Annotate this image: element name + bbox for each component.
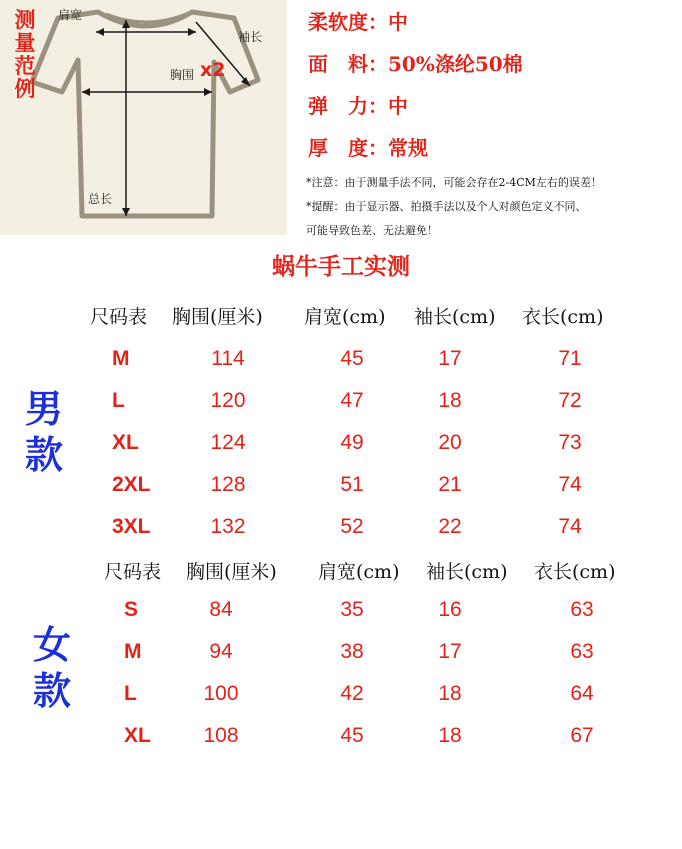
spec-thickness: 厚 度：常规: [308, 136, 428, 160]
men-header-sleeve: 袖长(cm): [414, 306, 496, 328]
measure-example-label: 测量范例: [14, 7, 36, 101]
value-cell: 18: [438, 682, 462, 705]
value-cell: 35: [340, 598, 364, 621]
chest-label: 胸围: [170, 68, 195, 82]
value-cell: 120: [210, 389, 246, 412]
men-label: 男款: [24, 386, 63, 477]
women-header-size: 尺码表: [104, 561, 162, 583]
value-cell: 71: [558, 347, 582, 370]
sleeve-length-label: 袖长: [238, 30, 263, 44]
value-cell: 52: [340, 515, 364, 538]
value-cell: 67: [570, 724, 594, 747]
women-header-sleeve: 袖长(cm): [426, 561, 508, 583]
total-length-label: 总长: [88, 192, 113, 206]
value-cell: 132: [210, 515, 246, 538]
women-header-shoulder: 肩宽(cm): [318, 561, 400, 583]
chest-multiplier: x2: [200, 59, 226, 81]
value-cell: 72: [558, 389, 582, 412]
value-cell: 128: [210, 473, 246, 496]
value-cell: 51: [340, 473, 364, 496]
spec-elasticity: 弹 力：中: [308, 94, 408, 118]
women-header-length: 衣长(cm): [534, 561, 616, 583]
value-cell: 94: [209, 640, 233, 663]
size-cell: L: [112, 389, 125, 412]
value-cell: 63: [570, 640, 594, 663]
shoulder-width-label: 肩宽: [58, 8, 83, 22]
size-cell: L: [124, 682, 137, 705]
men-header-shoulder: 肩宽(cm): [304, 306, 386, 328]
size-cell: M: [112, 347, 130, 370]
value-cell: 84: [209, 598, 233, 621]
value-cell: 18: [438, 724, 462, 747]
measurement-diagram: [0, 0, 287, 235]
size-cell: S: [124, 598, 139, 621]
value-cell: 100: [203, 682, 239, 705]
note-measurement: *注意：由于测量手法不同，可能会存在2-4CM左右的误差！: [306, 176, 602, 189]
note-display: *提醒：由于显示器、拍摄手法以及个人对颜色定义不同、: [306, 200, 587, 213]
men-header-chest: 胸围(厘米): [172, 306, 263, 328]
size-cell: M: [124, 640, 142, 663]
spec-softness: 柔软度：中: [308, 10, 408, 34]
women-label: 女款: [32, 622, 71, 713]
men-header-length: 衣长(cm): [522, 306, 604, 328]
value-cell: 17: [438, 347, 462, 370]
value-cell: 22: [438, 515, 462, 538]
value-cell: 63: [570, 598, 594, 621]
size-cell: XL: [124, 724, 151, 747]
value-cell: 73: [558, 431, 582, 454]
value-cell: 47: [340, 389, 364, 412]
value-cell: 17: [438, 640, 462, 663]
size-cell: 2XL: [112, 473, 151, 496]
value-cell: 114: [211, 347, 245, 370]
value-cell: 45: [340, 347, 364, 370]
value-cell: 45: [340, 724, 364, 747]
value-cell: 74: [558, 473, 582, 496]
spec-fabric: 面 料：50%涤纶50棉: [308, 52, 523, 76]
women-header-chest: 胸围(厘米): [186, 561, 277, 583]
value-cell: 64: [570, 682, 594, 705]
note-color-diff: 可能导致色差、无法避免！: [306, 224, 438, 237]
value-cell: 21: [438, 473, 462, 496]
size-cell: 3XL: [112, 515, 151, 538]
value-cell: 42: [340, 682, 364, 705]
value-cell: 16: [438, 598, 462, 621]
value-cell: 49: [340, 431, 364, 454]
value-cell: 18: [438, 389, 462, 412]
value-cell: 20: [438, 431, 462, 454]
men-header-size: 尺码表: [90, 306, 148, 328]
value-cell: 38: [340, 640, 364, 663]
value-cell: 124: [210, 431, 246, 454]
value-cell: 108: [203, 724, 239, 747]
value-cell: 74: [558, 515, 582, 538]
size-cell: XL: [112, 431, 139, 454]
page-title: 蜗牛手工实测: [272, 253, 410, 280]
